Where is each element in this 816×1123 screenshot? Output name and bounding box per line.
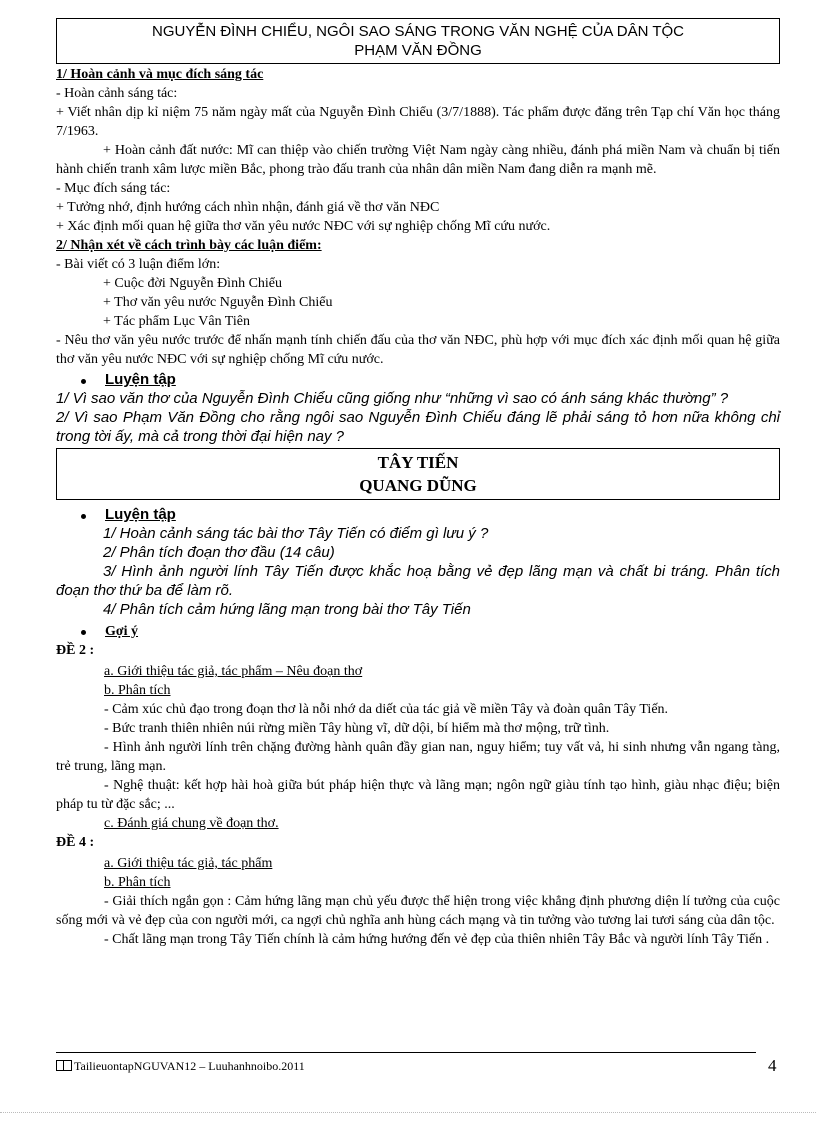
paragraph: + Hoàn cảnh đất nước: Mĩ can thiệp vào chiến trường Việt Nam ngày càng nhiều, đánh phá miền Nam và chuẩn bị tiến hành chiến tranh xâm lược miền Bắc, phong trào đấu tranh của nhân dân miền Nam đang diễn ra mạnh mẽ. xyxy=(56,143,780,177)
footer-rule xyxy=(56,1052,756,1053)
footer xyxy=(56,1059,305,1074)
question: 2/ Phân tích đoạn thơ đầu (14 câu) xyxy=(103,544,335,561)
paragraph: - Chất lãng mạn trong Tây Tiến chính là cảm hứng hướng đến vẻ đẹp của thiên nhiên Tây Bắc và người lính Tây Tiến . xyxy=(104,932,770,947)
text-line: b. Phân tích xyxy=(104,875,171,890)
question: 2/ Vì sao Phạm Văn Đồng cho rằng ngôi sao Nguyễn Đình Chiểu đáng lẽ phải sáng tỏ hơn nữa không chỉ trong tời ấy, mà cả trong thời đại hiện nay ? xyxy=(56,409,780,445)
footer-text: TailieuontapNGUVAN12 – Luuhanhnoibo.2011 xyxy=(74,1059,305,1073)
question: 3/ Hình ảnh người lính Tây Tiến được khắc hoạ bằng vẻ đẹp lãng mạn và chất bi tráng. Phân tích đoạn thơ thứ ba để làm rõ. xyxy=(56,563,780,599)
document-page xyxy=(56,18,780,949)
hint-label: Gợi ý xyxy=(56,622,780,641)
text-line: a. Giới thiệu tác giả, tác phẩm xyxy=(104,856,273,871)
title-box-1 xyxy=(56,18,780,64)
paragraph: + Viết nhân dịp kỉ niệm 75 năm ngày mất của Nguyễn Đình Chiểu (3/7/1888). Tác phẩm được đăng trên Tạp chí Văn học tháng 7/1963. xyxy=(56,105,780,139)
question: 1/ Hoàn cảnh sáng tác bài thơ Tây Tiến có điểm gì lưu ý ? xyxy=(103,525,489,542)
question: 4/ Phân tích cảm hứng lãng mạn trong bài thơ Tây Tiến xyxy=(103,601,471,618)
title-box-2 xyxy=(56,448,780,500)
text-line: a. Giới thiệu tác giả, tác phẩm – Nêu đoạn thơ xyxy=(104,664,363,679)
text-line: - Bài viết có 3 luận điểm lớn: xyxy=(56,257,221,272)
poem-author: QUANG DŨNG xyxy=(359,476,477,495)
practice-label: Luyện tập xyxy=(56,371,780,389)
paragraph: - Nêu thơ văn yêu nước trước để nhấn mạnh tính chiến đấu của thơ văn NĐC, phù hợp với mục đích xác định mối quan hệ giữa thơ văn yêu nước NĐC với sự nghiệp chống Mĩ cứu nước. xyxy=(56,333,780,367)
text-line: - Cảm xúc chủ đạo trong đoạn thơ là nỗi nhớ da diết của tác giả về miền Tây và đoàn quân Tây Tiến. xyxy=(104,702,669,717)
text-line: + Thơ văn yêu nước Nguyễn Đình Chiểu xyxy=(103,295,333,310)
page-number: 4 xyxy=(768,1056,777,1075)
practice-label: Luyện tập xyxy=(56,506,780,524)
paragraph: - Hình ảnh người lính trên chặng đường hành quân đầy gian nan, nguy hiểm; tuy vất vả, hi sinh nhưng vẫn ngang tàng, trẻ trung, lãng mạn. xyxy=(56,740,780,774)
essay-title: NGUYỄN ĐÌNH CHIỂU, NGÔI SAO SÁNG TRONG VĂN NGHỆ CỦA DÂN TỘC xyxy=(151,23,685,40)
question: 1/ Vì sao văn thơ của Nguyễn Đình Chiểu cũng giống như “những vì sao có ánh sáng khác thường” ? xyxy=(56,390,729,407)
text-line: c. Đánh giá chung về đoạn thơ. xyxy=(104,816,279,831)
text-line: - Bức tranh thiên nhiên núi rừng miền Tây hùng vĩ, dữ dội, bí hiểm mà thơ mộng, trữ tình. xyxy=(104,721,610,736)
essay-author: PHẠM VĂN ĐỒNG xyxy=(354,42,482,59)
text-line: - Hoàn cảnh sáng tác: xyxy=(56,86,178,101)
exam-heading: ĐỀ 2 : xyxy=(56,643,95,658)
text-line: + Tác phẩm Lục Vân Tiên xyxy=(103,314,250,329)
poem-title: TÂY TIẾN xyxy=(377,453,459,472)
paragraph: - Nghệ thuật: kết hợp hài hoà giữa bút pháp hiện thực và lãng mạn; ngôn ngữ giàu tính tạo hình, giàu nhạc điệu; biện pháp tu từ đặc sắc; ... xyxy=(56,778,780,812)
section1-heading: 1/ Hoàn cảnh và mục đích sáng tác xyxy=(56,67,264,82)
text-line: + Xác định mối quan hệ giữa thơ văn yêu nước NĐC với sự nghiệp chống Mĩ cứu nước. xyxy=(56,219,551,234)
text-line: + Tưởng nhớ, định hướng cách nhìn nhận, đánh giá về thơ văn NĐC xyxy=(56,200,440,215)
paragraph: - Giải thích ngắn gọn : Cảm hứng lãng mạn chủ yếu được thể hiện trong việc khẳng định phương diện lí tưởng của cuộc sống mới và vẻ đẹp của con người mới, ca ngợi chủ nghĩa anh hùng cách mạng và tin tưởng vào tương lai tươi sáng của dân tộc. xyxy=(56,894,780,928)
text-line: + Cuộc đời Nguyễn Đình Chiểu xyxy=(103,276,283,291)
book-icon xyxy=(56,1060,72,1071)
text-line: b. Phân tích xyxy=(104,683,171,698)
page-edge xyxy=(0,1112,816,1113)
text-line: - Mục đích sáng tác: xyxy=(56,181,171,196)
section2-heading: 2/ Nhận xét về cách trình bày các luận điểm: xyxy=(56,238,322,253)
exam-heading: ĐỀ 4 : xyxy=(56,835,95,850)
